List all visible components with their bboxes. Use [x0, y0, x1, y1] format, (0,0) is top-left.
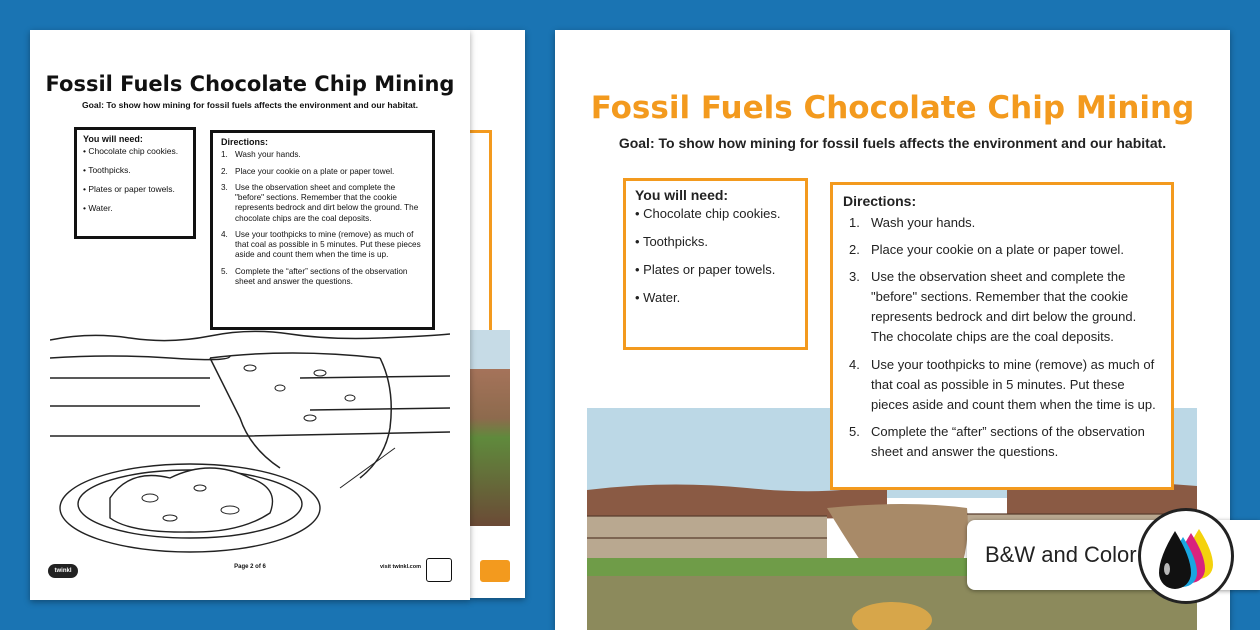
- bw-page-footer: [30, 556, 470, 586]
- list-item: 3. Use the observation sheet and complete the "before" sections. Remember that the cookie represents bedrock and dirt below the ground. The chocolate chips are the coal deposits.: [849, 268, 1137, 345]
- badge-label: B&W and Color: [985, 542, 1137, 567]
- back-page-box: [470, 130, 492, 336]
- bw-page-title: Fossil Fuels Chocolate Chip Mining: [45, 72, 455, 96]
- bw-worksheet-page: [30, 30, 470, 600]
- list-item: 5. Complete the “after” sections of the observation sheet and answer the questions.: [849, 423, 1145, 460]
- color-goal-text: Goal: To show how mining for fossil fuels affects the environment and our habitat.: [618, 135, 1167, 151]
- list-item: • Toothpicks.: [635, 234, 708, 249]
- list-item: • Chocolate chip cookies.: [83, 146, 179, 156]
- bw-directions-box: [210, 130, 435, 330]
- list-item: 2. Place your cookie on a plate or paper towel.: [849, 241, 1124, 257]
- footer-stamp-icon: [426, 558, 452, 582]
- bw-directions-heading: Directions:: [221, 137, 269, 147]
- list-item: 1. Wash your hands.: [221, 150, 301, 160]
- color-directions-heading: Directions:: [843, 193, 917, 209]
- bw-goal-text: Goal: To show how mining for fossil fuels affects the environment and our habitat.: [82, 100, 418, 110]
- list-item: • Toothpicks.: [83, 165, 131, 175]
- color-page-title: Fossil Fuels Chocolate Chip Mining: [590, 90, 1195, 126]
- back-page-illustration: [470, 330, 510, 526]
- list-item: • Water.: [83, 203, 113, 213]
- list-item: • Plates or paper towels.: [83, 184, 175, 194]
- ink-drops-icon: [1138, 508, 1234, 604]
- visit-link-text: visit twinkl.com: [380, 564, 421, 570]
- list-item: 2. Place your cookie on a plate or paper towel.: [221, 166, 395, 176]
- twinkl-logo: twinkl: [48, 564, 78, 578]
- list-item: 4. Use your toothpicks to mine (remove) as much of that coal as possible in 5 minutes. Put these pieces aside and count them when the time is up.: [849, 356, 1156, 412]
- list-item: 4. Use your toothpicks to mine (remove) as much of that coal as possible in 5 minutes. Put these pieces aside and count them when the time is up.: [221, 229, 421, 260]
- list-item: • Plates or paper towels.: [635, 262, 776, 277]
- bw-mining-illustration: [50, 328, 450, 554]
- color-materials-heading: You will need:: [635, 187, 729, 203]
- list-item: 3. Use the observation sheet and complete the "before" sections. Remember that the cookie represents bedrock and dirt below the ground. The chocolate chips are the coal deposits.: [221, 182, 419, 223]
- page-number: Page 2 of 6: [234, 564, 266, 570]
- list-item: 5. Complete the “after” sections of the observation sheet and answer the questions.: [221, 266, 408, 286]
- bw-materials-box: [74, 127, 196, 239]
- list-item: 1. Wash your hands.: [849, 214, 976, 230]
- list-item: • Chocolate chip cookies.: [635, 206, 781, 221]
- color-directions-box: [830, 182, 1174, 490]
- bw-materials-heading: You will need:: [83, 134, 143, 144]
- back-page-footer-badge: [480, 560, 510, 582]
- color-materials-box: [623, 178, 808, 350]
- back-worksheet-page: [470, 30, 525, 598]
- list-item: • Water.: [635, 290, 681, 305]
